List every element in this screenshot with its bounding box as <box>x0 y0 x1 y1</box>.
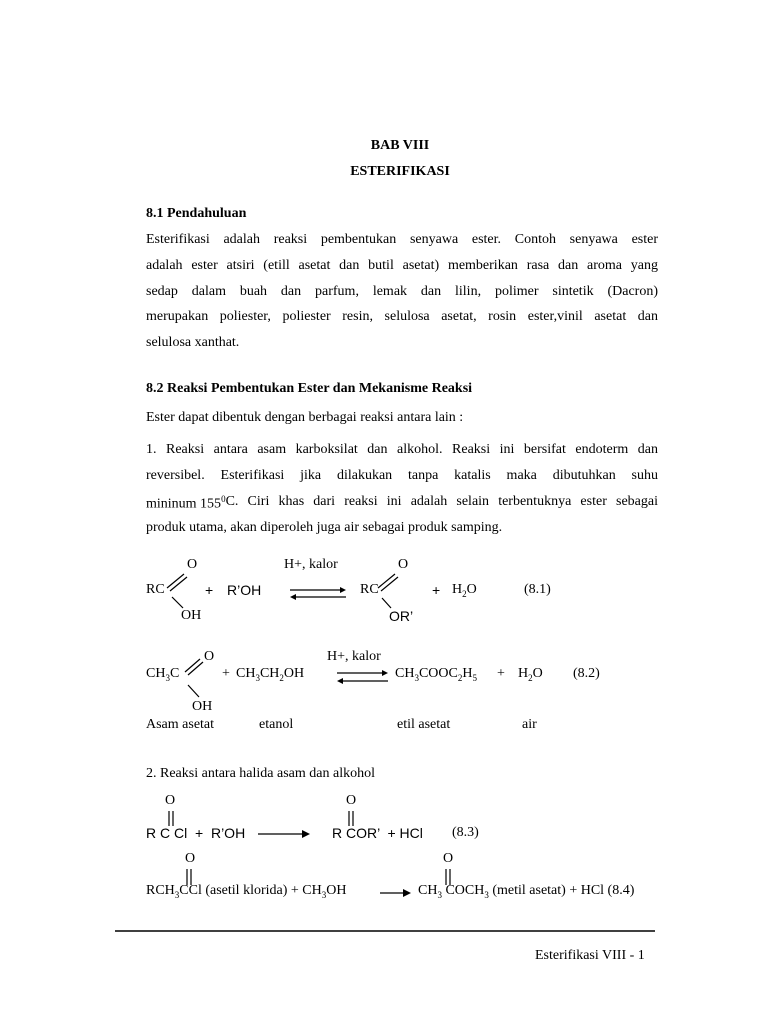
eq3-reactants: R C Cl + R’OH <box>146 825 246 841</box>
eq2-carbonyl-bond-b <box>188 662 203 675</box>
eq2-label-ester: etil asetat <box>397 717 451 732</box>
eq1-water: $H_2O$ <box>452 582 477 599</box>
eq2-carbonyl-bond-a <box>185 659 200 672</box>
eq2-water: $H_2O$ <box>518 666 543 683</box>
eq1-alcohol: R’OH <box>227 582 262 598</box>
eq3-oxygen-right: O <box>346 793 357 808</box>
section-1-title: 8.1 Pendahuluan <box>146 206 247 221</box>
eq3-arrowhead <box>302 830 310 838</box>
eq1-reverse-arrowhead <box>290 594 296 600</box>
item-1-line-2: reversibel. Esterifikasi jika dilakukan tanpa katalis maka dibutuhkan suhu <box>146 468 658 483</box>
chapter-number: BAB VIII <box>370 138 430 153</box>
eq2-ethyl-acetate: $CH_3COOC_2H_5$ <box>395 666 477 683</box>
section-2-intro: Ester dapat dibentuk dengan berbagai reaksi antara lain : <box>146 410 464 425</box>
eq1-rc-right: RC <box>360 582 379 597</box>
section-1-line-2: adalah ester atsiri (etill asetat dan butil asetat) memberikan rasa dan aroma yang <box>146 258 658 273</box>
eq1-number: (8.1) <box>524 582 551 597</box>
eq1-alkoxy: OR’ <box>389 608 414 624</box>
eq1-right-or-bond <box>382 598 391 608</box>
eq4-oxygen-left: O <box>185 851 196 866</box>
eq4-arrowhead <box>403 889 411 897</box>
eq2-hydroxyl: OH <box>192 699 213 714</box>
eq2-label-alcohol: etanol <box>259 717 294 732</box>
eq2-plus-1: + <box>222 666 230 681</box>
item-1-line-3: mininum $155^0$ C. Ciri khas dari reaksi ini adalah selain terbentuknya ester sebagai <box>146 494 658 512</box>
item-2-text: 2. Reaksi antara halida asam dan alkohol <box>146 766 375 781</box>
section-1-line-1: Esterifikasi adalah reaksi pembentukan senyawa ester. Contoh senyawa ester <box>146 232 658 247</box>
section-1-line-3: sedap dalam buah dan parfum, lemak dan lilin, polimer sintetik (Dacron) <box>146 284 658 299</box>
item-1-line-4: produk utama, akan diperoleh juga air sebagai produk samping. <box>146 520 503 535</box>
chapter-title: ESTERIFIKASI <box>350 164 450 179</box>
eq4-products: $CH_3$ $COCH_3$ (metil asetat) + HCl (8.4) <box>418 883 635 900</box>
eq2-reverse-arrowhead <box>337 678 343 684</box>
eq2-ethanol: $CH_3CH_2OH$ <box>236 666 305 683</box>
eq1-plus-1: + <box>205 582 214 598</box>
item-1-line-1: 1. Reaksi antara asam karboksilat dan alkohol. Reaksi ini bersifat endoterm dan <box>146 442 658 457</box>
eq3-number: (8.3) <box>452 825 479 840</box>
page-footer: Esterifikasi VIII - 1 <box>535 948 645 963</box>
eq3-products: R COR’ + HCl <box>332 825 423 841</box>
section-1-line-5: selulosa xanthat. <box>146 335 240 350</box>
eq4-reactants: $RCH_3CCl$ (asetil klorida) + $CH_3OH$ <box>146 883 347 900</box>
eq1-plus-2: + <box>432 582 441 598</box>
eq2-number: (8.2) <box>573 666 600 681</box>
eq2-forward-arrowhead <box>382 670 388 676</box>
section-2-title: 8.2 Reaksi Pembentukan Ester dan Mekanisme Reaksi <box>146 381 473 396</box>
eq2-label-acid: Asam asetat <box>146 717 215 732</box>
eq2-oxygen: O <box>204 649 215 664</box>
eq1-left-oh-bond <box>172 597 183 608</box>
eq2-acetic-acid: $CH_3C$ <box>146 666 180 683</box>
eq2-plus-2: + <box>497 666 505 681</box>
eq2-catalyst: H+, kalor <box>327 649 381 664</box>
eq2-oh-bond <box>188 685 199 697</box>
eq1-forward-arrowhead <box>340 587 346 593</box>
eq1-catalyst: H+, kalor <box>284 557 338 572</box>
eq1-oxygen-left: O <box>187 557 198 572</box>
eq2-label-water: air <box>522 717 537 732</box>
eq3-oxygen-left: O <box>165 793 176 808</box>
eq1-oxygen-right: O <box>398 557 409 572</box>
section-1-line-4: merupakan poliester, poliester resin, selulosa asetat, rosin ester,vinil asetat dan <box>146 309 658 324</box>
eq1-hydroxyl: OH <box>181 608 202 623</box>
eq1-rc-left: RC <box>146 582 165 597</box>
eq4-oxygen-right: O <box>443 851 454 866</box>
